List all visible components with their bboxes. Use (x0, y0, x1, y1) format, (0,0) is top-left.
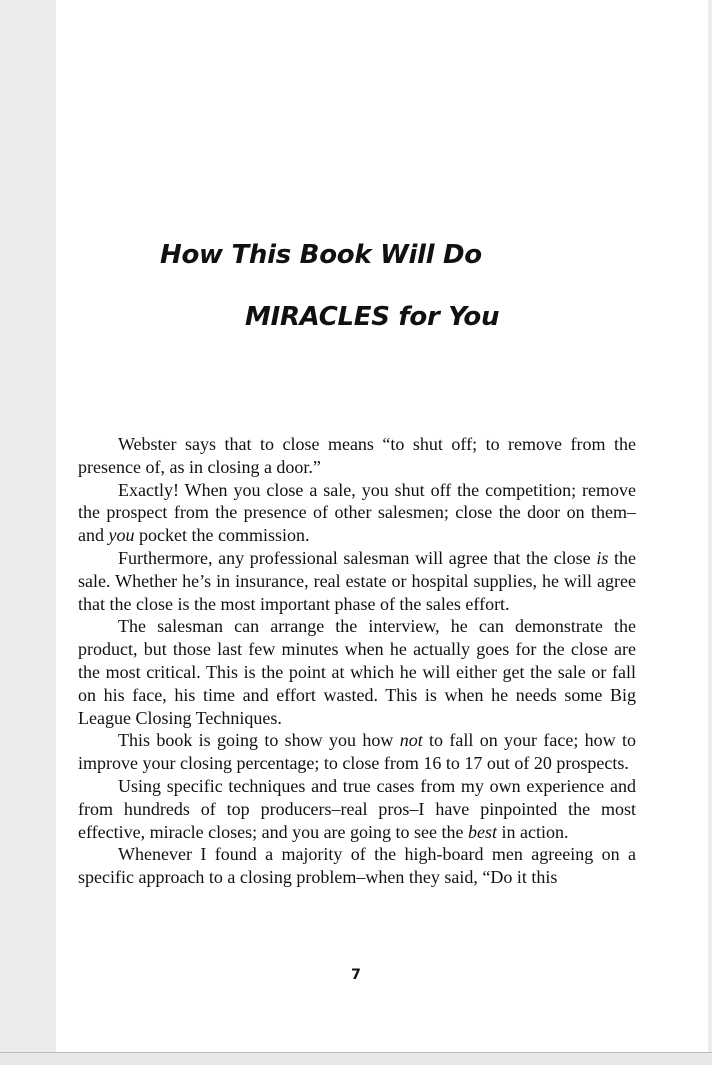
document-page (56, 0, 708, 1052)
paragraph-text: to fall on your face; how to improve your closing percentage; to close from 16 to 17 out of 20 prospects. (78, 730, 636, 774)
paragraph-text: This book is going to show you how (118, 730, 400, 751)
chapter-title-line-1: How This Book Will Do (160, 240, 482, 270)
page-number: 7 (351, 967, 361, 983)
paragraph-text: the sale. Whether he’s in insurance, real estate or hospital supplies, he will agree that the close is the most important phase of the sales effort. (78, 547, 636, 614)
viewer-bottom-bar (0, 1052, 712, 1065)
chapter-title-line-2: MIRACLES for You (245, 302, 500, 332)
paragraph (78, 479, 636, 547)
paragraph (78, 433, 636, 479)
body-text (78, 433, 636, 889)
emphasis-text: best (468, 821, 498, 842)
paragraph-text: Whenever I found a majority of the high-board men agreeing on a specific approach to a closing problem–when they said, “Do it this (78, 844, 636, 888)
paragraph (78, 775, 636, 843)
paragraph-text: Webster says that to close means “to shut off; to remove from the presence of, as in closing a door.” (78, 434, 636, 477)
paragraph-text: Exactly! When you close a sale, you shut off the competition; remove the prospect from the presence of other salesmen; close the door on them–and (78, 479, 636, 546)
paragraph-text: The salesman can arrange the interview, he can demonstrate the product, but those last few minutes when he actually goes for the close are the most critical. This is the point at which he will either get the sale or fall on his face, his time and effort wasted. This is when he needs some Big League Closing Techniques. (78, 616, 636, 728)
paragraph (78, 547, 636, 615)
paragraph-text: in action. (497, 821, 569, 842)
emphasis-text: is (596, 547, 609, 568)
emphasis-text: you (108, 525, 135, 546)
paragraph (78, 729, 636, 775)
paragraph-text: Furthermore, any professional salesman will agree that the close (118, 547, 597, 568)
paragraph (78, 615, 636, 729)
paragraph-text: Using specific techniques and true cases from my own experience and from hundreds of top producers–real pros–I have pinpointed the most effective, miracle closes; and you are going to see the (78, 775, 636, 842)
emphasis-text: not (399, 730, 423, 751)
paragraph-text: pocket the commission. (134, 525, 310, 546)
paragraph (78, 843, 636, 889)
